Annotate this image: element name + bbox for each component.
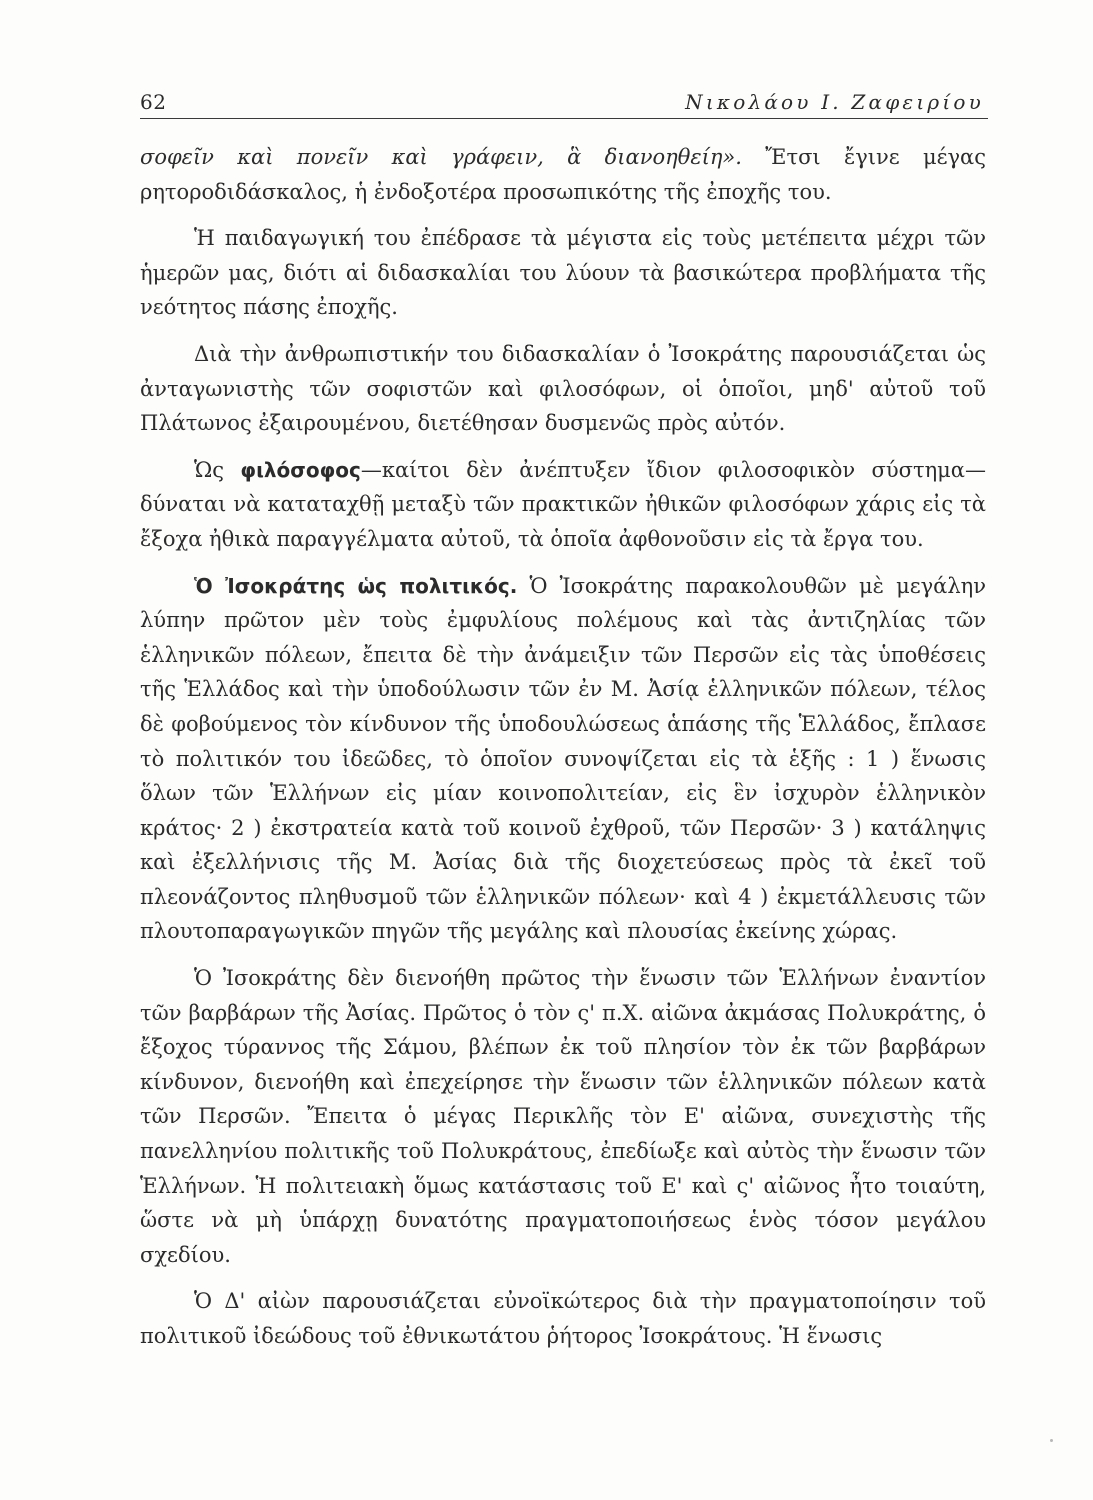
paragraph-4-text: —καίτοι δὲν ἀνέπτυξεν ἴδιον φιλοσοφικὸν σύστημα—δύναται νὰ καταταχθῇ μεταξὺ τῶν πρακτικῶν ἠθικῶν φιλοσόφων χάρις εἰς τὰ ἔξοχα ἠθικὰ παραγγέλματα αὐτοῦ, τὰ ὁποῖα ἀφθονοῦσιν εἰς τὰ ἔργα του. — [140, 457, 986, 551]
term-philosopher: φιλόσοφος — [240, 457, 361, 482]
italic-quote: σοφεῖν καὶ πονεῖν καὶ γράφειν, ἃ διανοηθείη». — [140, 145, 742, 169]
running-head — [140, 88, 988, 119]
paragraph-4-lead: Ὡς — [194, 457, 241, 482]
paragraph-6: Ὁ Ἰσοκράτης δὲν διενοήθη πρῶτος τὴν ἕνωσιν τῶν Ἑλλήνων ἐναντίον τῶν βαρβάρων τῆς Ἀσίας. Πρῶτος ὁ τὸν ς' π.Χ. αἰῶνα ἀκμάσας Πολυκράτης, ὁ ἔξοχος τύραννος τῆς Σάμου, βλέπων ἐκ τοῦ πλησίον τὸν ἐκ τῶν βαρβάρων κίνδυνον, διενοήθη καὶ ἐπεχείρησε τὴν ἕνωσιν τῶν ἑλληνικῶν πόλεων κατὰ τῶν Περσῶν. Ἔπειτα ὁ μέγας Περικλῆς τὸν Ε' αἰῶνα, συνεχιστὴς τῆς πανελληνίου πολιτικῆς τοῦ Πολυκράτους, ἐπεδίωξε καὶ αὐτὸς τὴν ἕνωσιν τῶν Ἑλλήνων. Ἡ πολιτειακὴ ὅμως κατάστασις τοῦ Ε' καὶ ς' αἰῶνος ἦτο τοιαύτη, ὥστε νὰ μὴ ὑπάρχῃ δυνατότης πραγματοποιήσεως ἑνὸς τόσον μεγάλου σχεδίου. — [140, 966, 986, 1267]
paragraph-5 — [140, 569, 986, 950]
paragraph-5-text: Ὁ Ἰσοκράτης παρακολουθῶν μὲ μεγάλην λύπην πρῶτον μὲν τοὺς ἐμφυλίους πολέμους καὶ τὰς ἀντιζηλίας τῶν ἑλληνικῶν πόλεων, ἔπειτα δὲ τὴν ἀνάμειξιν τῶν Περσῶν εἰς τὰς ὑποθέσεις τῆς Ἑλλάδος καὶ τὴν ὑποδούλωσιν τῶν ἐν Μ. Ἀσίᾳ ἑλληνικῶν πόλεων, τέλος δὲ φοβούμενος τὸν κίνδυνον τῆς ὑποδουλώσεως ἁπάσης τῆς Ἑλλάδος, ἔπλασε τὸ πολιτικόν του ἰδεῶδες, τὸ ὁποῖον συνοψίζεται εἰς τὰ ἑξῆς : 1 ) ἕνωσις ὅλων τῶν Ἑλλήνων εἰς μίαν κοινοπολιτείαν, εἰς ἓν ἰσχυρὸν ἑλληνικὸν κράτος· 2 ) ἐκστρατεία κατὰ τοῦ κοινοῦ ἐχθροῦ, τῶν Περσῶν· 3 ) κατάληψις καὶ ἐξελλήνισις τῆς Μ. Ἀσίας διὰ τῆς διοχετεύσεως πρὸς τὰ ἐκεῖ τοῦ πλεονάζοντος πληθυσμοῦ τῶν ἑλληνικῶν πόλεων· καὶ 4 ) ἐκμετάλλευσις τῶν πλουτοπαραγωγικῶν πηγῶν τῆς μεγάλης καὶ πλουσίας ἐκείνης χώρας. — [140, 573, 986, 944]
page-number: 62 — [140, 90, 167, 114]
paragraph-1-text: Ἔτσι ἔγινε μέγας ρητοροδιδάσκαλος, ἡ ἐνδοξοτέρα προσωπικότης τῆς ἐποχῆς του. — [140, 145, 987, 204]
body-text — [140, 140, 986, 1366]
scan-speck — [1050, 1439, 1053, 1442]
paragraph-2: Ἡ παιδαγωγική του ἐπέδρασε τὰ μέγιστα εἰς τοὺς μετέπειτα μέχρι τῶν ἡμερῶν μας, διότι αἱ διδασκαλίαι του λύουν τὰ βασικώτερα προβλήματα τῆς νεότητος πάσης ἐποχῆς. — [140, 226, 986, 320]
section-heading-politician: Ὁ Ἰσοκράτης ὡς πολιτικός. — [194, 573, 518, 598]
paragraph-7: Ὁ Δ' αἰὼν παρουσιάζεται εὐνοϊκώτερος διὰ τὴν πραγματοποίησιν τοῦ πολιτικοῦ ἰδεώδους τοῦ ἐθνικωτάτου ῥήτορος Ἰσοκράτους. Ἡ ἕνωσις — [140, 1289, 986, 1348]
paragraph-1 — [140, 140, 986, 209]
running-title: Νικολάου Ι. Ζαφειρίου — [685, 90, 984, 114]
paragraph-4 — [140, 453, 986, 557]
paragraph-3: Διὰ τὴν ἀνθρωπιστικήν του διδασκαλίαν ὁ Ἰσοκράτης παρουσιάζεται ὡς ἀνταγωνιστὴς τῶν σοφιστῶν καὶ φιλοσόφων, οἱ ὁποῖοι, μηδ' αὐτοῦ τοῦ Πλάτωνος ἐξαιρουμένου, διετέθησαν δυσμενῶς πρὸς αὐτόν. — [140, 341, 986, 436]
